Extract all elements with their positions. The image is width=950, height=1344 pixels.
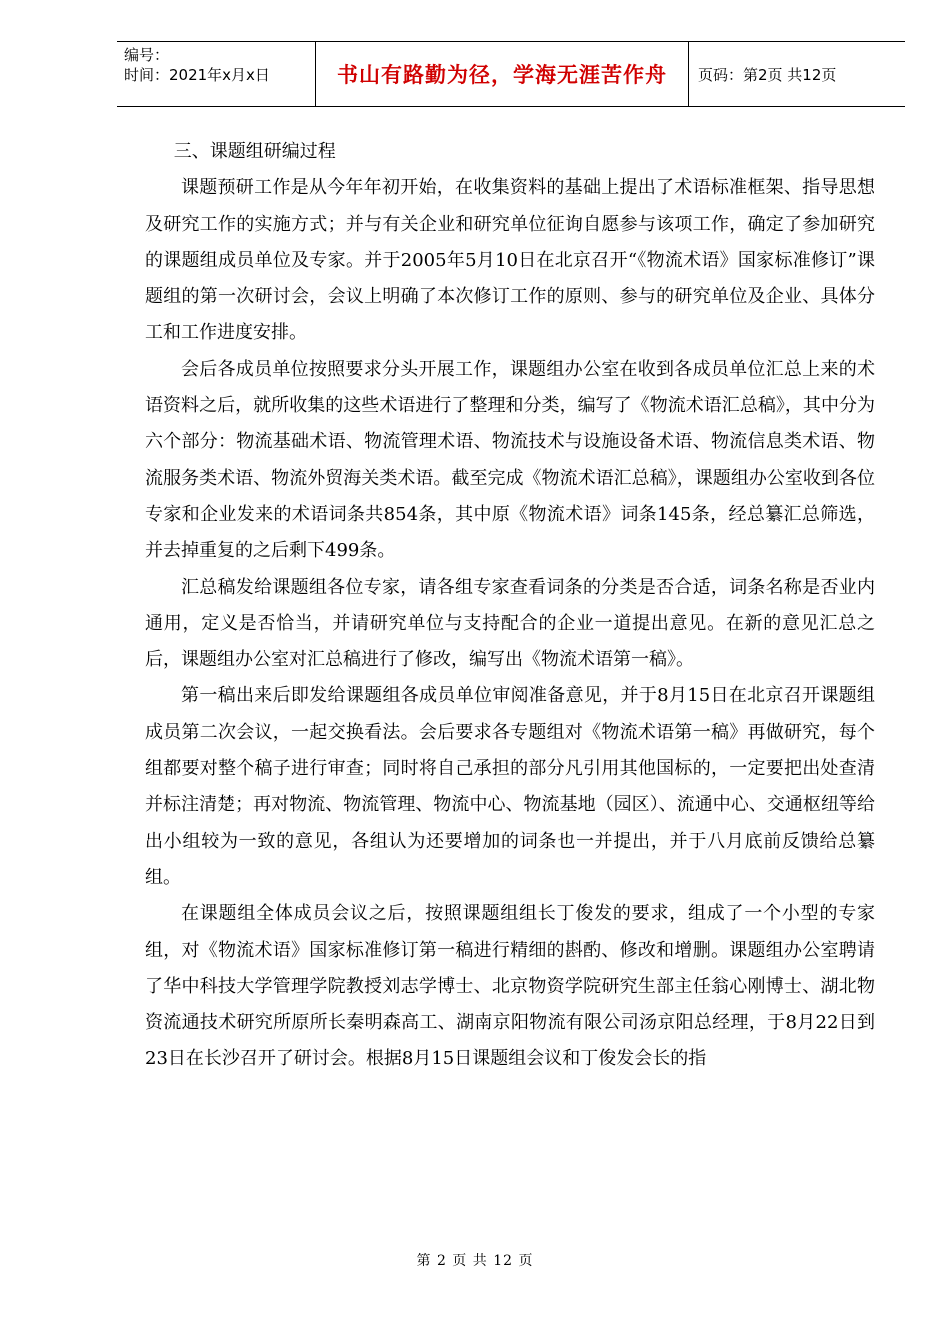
page-header xyxy=(117,41,905,107)
header-page-number: 页码：第2页 共12页 xyxy=(698,65,837,84)
document-number-label: 编号： xyxy=(124,46,170,64)
header-meta xyxy=(117,42,315,106)
body-paragraph: 课题预研工作是从今年年初开始，在收集资料的基础上提出了术语标准框架、指导思想及研究工作的实施方式；并与有关企业和研究单位征询自愿参与该项工作，确定了参加研究的课题组成员单位及专家。并于2005年5月10日在北京召开“《物流术语》国家标准修订”课题组的第一次研讨会，会议上明确了本次修订工作的原则、参与的研究单位及企业、具体分工和工作进度安排。 xyxy=(145,177,875,344)
body-paragraph: 第一稿出来后即发给课题组各成员单位审阅准备意见，并于8月15日在北京召开课题组成员第二次会议，一起交换看法。会后要求各专题组对《物流术语第一稿》再做研究，每个组都要对整个稿子进行审查；同时将自己承担的部分凡引用其他国标的，一定要把出处查清并标注清楚；再对物流、物流管理、物流中心、物流基地（园区）、流通中心、交通枢纽等给出小组较为一致的意见，各组认为还要增加的词条也一并提出，并于八月底前反馈给总纂组。 xyxy=(145,685,875,888)
body-paragraph: 会后各成员单位按照要求分头开展工作，课题组办公室在收到各成员单位汇总上来的术语资料之后，就所收集的这些术语进行了整理和分类，编写了《物流术语汇总稿》，其中分为六个部分：物流基础术语、物流管理术语、物流技术与设施设备术语、物流信息类术语、物流服务类术语、物流外贸海关类术语。截至完成《物流术语汇总稿》，课题组办公室收到各位专家和企业发来的术语词条共854条，其中原《物流术语》词条145条，经总纂汇总筛选，并去掉重复的之后剩下499条。 xyxy=(145,358,875,562)
body-paragraph: 汇总稿发给课题组各位专家，请各组专家查看词条的分类是否合适，词条名称是否业内通用，定义是否恰当，并请研究单位与支持配合的企业一道提出意见。在新的意见汇总之后，课题组办公室对汇总稿进行了修改，编写出《物流术语第一稿》。 xyxy=(145,576,875,671)
document-body xyxy=(145,134,875,1078)
page-footer: 第 2 页 共 12 页 xyxy=(416,1253,534,1269)
section-title: 三、课题组研编过程 xyxy=(173,141,336,162)
header-motto: 书山有路勤为径，学海无涯苦作舟 xyxy=(315,42,689,106)
body-paragraph: 在课题组全体成员会议之后，按照课题组组长丁俊发的要求，组成了一个小型的专家组，对《物流术语》国家标准修订第一稿进行精细的斟酌、修改和增删。课题组办公室聘请了华中科技大学管理学院教授刘志学博士、北京物资学院研究生部主任翁心刚博士、湖北物资流通技术研究所原所长秦明森高工、湖南京阳物流有限公司汤京阳总经理，于8月22日到23日在长沙召开了研讨会。根据8月15日课题组会议和丁俊发会长的指 xyxy=(145,903,875,1070)
document-time-label: 时间：2021年x月x日 xyxy=(124,66,270,84)
